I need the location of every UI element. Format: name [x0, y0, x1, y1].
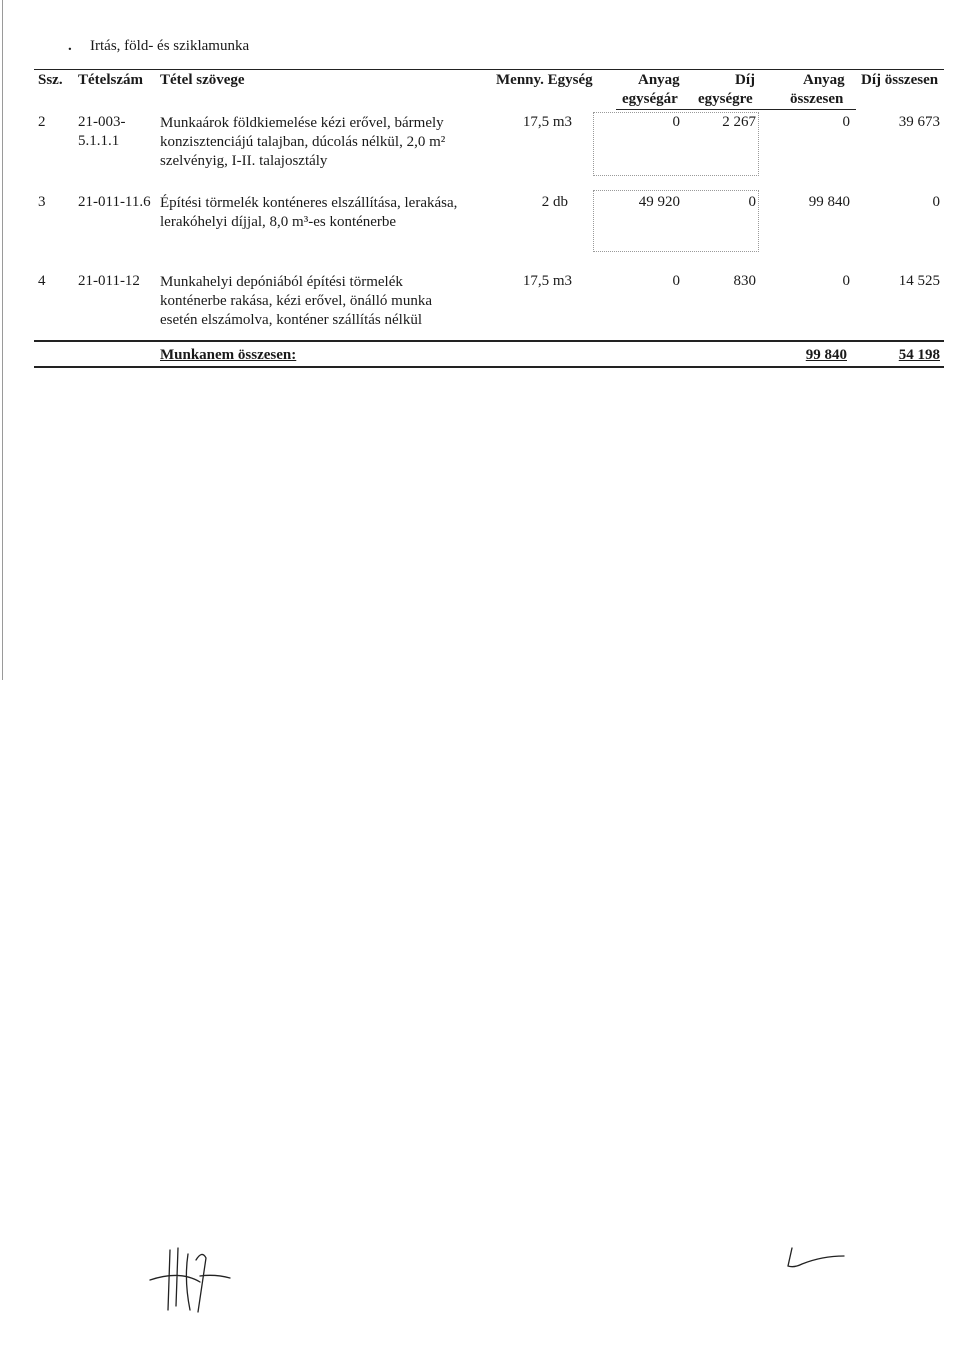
input-box-outline — [593, 190, 759, 252]
header-osszesen: összesen — [790, 91, 844, 107]
header-anyag-2: Anyag — [803, 72, 845, 88]
row-menny: 17,5 m3 — [522, 114, 572, 130]
row-description — [160, 114, 500, 171]
row-anyag-osszesen: 0 — [842, 273, 850, 289]
row-ssz: 4 — [38, 273, 46, 289]
row-description-line: Munkahelyi depóniából építési törmelék — [160, 274, 403, 290]
total-anyag: 99 840 — [805, 347, 847, 363]
row-dij-osszesen: 39 673 — [898, 114, 940, 130]
input-box-outline — [593, 112, 759, 176]
row-anyag-osszesen: 99 840 — [808, 194, 850, 210]
row-description-line: szelvényig, I-II. talajosztály — [160, 153, 328, 169]
row-description-line: konténerbe rakása, kézi erővel, önálló munka — [160, 293, 432, 309]
section-title-text: Irtás, föld- és sziklamunka — [90, 38, 250, 54]
row-description-line: lerakóhelyi díjjal, 8,0 m³-es konténerbe — [160, 214, 397, 230]
header-dij: Díj — [735, 72, 755, 88]
total-bottom-rule — [34, 366, 944, 368]
header-tetelszam: Tételszám — [78, 72, 143, 88]
row-description-line: Építési törmelék konténeres elszállítása, lerakása, — [160, 195, 458, 211]
section-bullet: . — [68, 38, 72, 54]
row-menny: 2 db — [541, 194, 568, 210]
header-anyag: Anyag — [638, 72, 680, 88]
row-anyag-egysegar: 0 — [672, 273, 680, 289]
row-ssz: 2 — [38, 114, 46, 130]
signature-right — [782, 1244, 852, 1274]
row-menny: 17,5 m3 — [522, 273, 572, 289]
row-dij-egysegre: 0 — [748, 194, 756, 210]
row-dij-egysegre: 2 267 — [722, 114, 756, 130]
header-dij-osszesen: Díj összesen — [861, 72, 939, 88]
header-egysegar: egységár — [622, 91, 678, 107]
total-label: Munkanem összesen: — [160, 347, 297, 363]
row-anyag-osszesen: 0 — [842, 114, 850, 130]
row-description-line: Munkaárok földkiemelése kézi erővel, bármely — [160, 115, 444, 131]
header-tetel-szovege: Tétel szövege — [160, 72, 245, 88]
header-egysegre: egységre — [698, 91, 753, 107]
header-bottom-rule — [616, 109, 856, 110]
row-code-cont: 5.1.1.1 — [78, 133, 120, 149]
row-dij-osszesen: 0 — [932, 194, 940, 210]
header-top-rule — [34, 69, 944, 70]
row-code: 21-011-11.6 — [78, 194, 151, 210]
total-top-rule — [34, 340, 944, 342]
header-menny-egyseg: Menny. Egység — [496, 72, 593, 88]
row-code: 21-003- — [78, 114, 126, 130]
row-description-line: konzisztenciájú talajban, dúcolás nélkül, 2,0 m² — [160, 134, 446, 150]
row-anyag-egysegar: 49 920 — [638, 194, 680, 210]
row-description — [160, 194, 500, 232]
row-description-line: esetén elszámolva, konténer szállítás nélkül — [160, 312, 422, 328]
row-anyag-egysegar: 0 — [672, 114, 680, 130]
row-code: 21-011-12 — [78, 273, 140, 289]
row-dij-egysegre: 830 — [733, 273, 756, 289]
header-ssz: Ssz. — [38, 72, 63, 88]
total-dij: 54 198 — [898, 347, 940, 363]
row-ssz: 3 — [38, 194, 46, 210]
section-title — [68, 38, 249, 55]
page-edge-line — [2, 0, 3, 680]
row-description — [160, 273, 500, 330]
signature-left — [140, 1240, 240, 1320]
row-dij-osszesen: 14 525 — [898, 273, 940, 289]
